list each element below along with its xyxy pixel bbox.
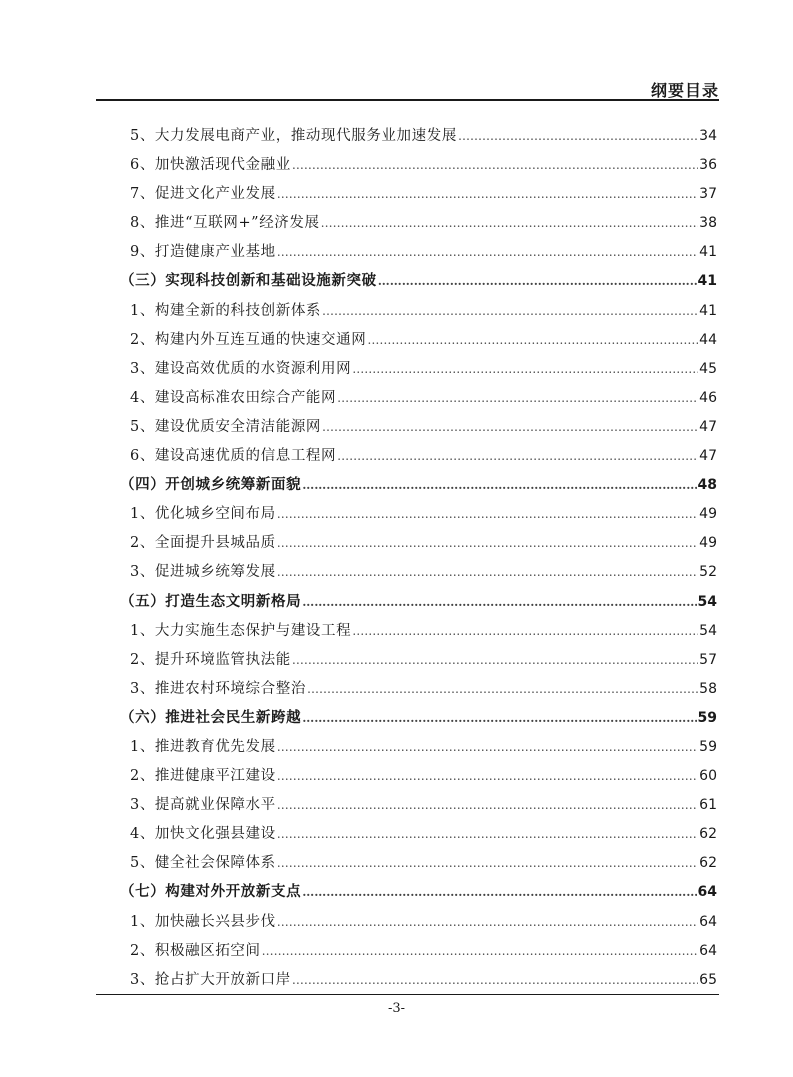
toc-entry[interactable] (130, 648, 717, 677)
toc-entry-label: 3、建设高效优质的水资源利用网 (130, 360, 352, 377)
toc-entry-label: 1、加快融长兴县步伐 (130, 913, 276, 930)
toc-entry-label: 6、建设高速优质的信息工程网 (130, 448, 337, 465)
header-rule (96, 99, 719, 101)
header-title: 纲要目录 (650, 81, 719, 100)
toc-entry-label: 5、建设优质安全清洁能源网 (130, 418, 322, 435)
toc-entry-label: 1、推进教育优先发展 (130, 738, 276, 755)
toc-entry-label: 2、提升环境监管执法能 (130, 651, 291, 668)
toc-entry-label: 2、全面提升县城品质 (130, 535, 276, 552)
toc-entry-page: 59 (699, 738, 717, 755)
toc-dot-leader (277, 536, 698, 550)
toc-entry[interactable] (130, 124, 717, 153)
toc-section-entry[interactable] (120, 706, 717, 735)
toc-entry[interactable] (130, 415, 717, 444)
toc-entry[interactable] (130, 560, 717, 589)
toc-entry[interactable] (130, 793, 717, 822)
toc-dot-leader (277, 187, 698, 201)
toc-dot-leader (307, 682, 698, 696)
toc-dot-leader (378, 274, 697, 288)
toc-entry-label: 3、提高就业保障水平 (130, 797, 276, 814)
toc-entry-page: 36 (699, 157, 717, 174)
toc-entry[interactable] (130, 735, 717, 764)
toc-entry-page: 38 (699, 215, 717, 232)
toc-dot-leader (302, 595, 696, 609)
toc-entry-page: 62 (699, 826, 717, 843)
toc-entry-page: 41 (697, 273, 717, 290)
toc-dot-leader (277, 856, 698, 870)
footer-rule (96, 994, 719, 995)
toc-entry-page: 62 (699, 855, 717, 872)
toc-dot-leader (262, 944, 699, 958)
toc-entry-label: 9、打造健康产业基地 (130, 244, 276, 261)
toc-entry-label: 2、构建内外互连互通的快速交通网 (130, 331, 367, 348)
toc-dot-leader (277, 769, 698, 783)
toc-dot-leader (292, 158, 698, 172)
toc-entry-label: （七）构建对外开放新支点 (120, 883, 302, 901)
table-of-contents (120, 124, 717, 997)
toc-dot-leader (352, 624, 698, 638)
toc-entry-label: （三）实现科技创新和基础设施新突破 (120, 272, 377, 290)
toc-entry-page: 45 (699, 360, 717, 377)
toc-entry-page: 57 (699, 651, 717, 668)
toc-entry-label: 3、抢占扩大开放新口岸 (130, 971, 291, 988)
toc-entry[interactable] (130, 240, 717, 269)
toc-entry-page: 47 (699, 448, 717, 465)
toc-entry-label: （五）打造生态文明新格局 (120, 592, 302, 610)
toc-entry-page: 34 (699, 128, 717, 144)
toc-dot-leader (322, 304, 698, 318)
toc-entry-label: 1、构建全新的科技创新体系 (130, 302, 322, 319)
toc-dot-leader (367, 333, 698, 347)
toc-section-entry[interactable] (120, 590, 717, 619)
toc-entry-page: 64 (699, 942, 717, 959)
toc-entry[interactable] (130, 299, 717, 328)
toc-entry-page: 46 (699, 389, 717, 406)
toc-entry-page: 64 (699, 913, 717, 930)
toc-entry-page: 37 (699, 186, 717, 203)
toc-dot-leader (277, 827, 698, 841)
toc-dot-leader (337, 449, 698, 463)
toc-entry-page: 49 (699, 535, 717, 552)
toc-entry-label: 4、建设高标准农田综合产能网 (130, 389, 337, 406)
toc-section-entry[interactable] (120, 880, 717, 909)
toc-dot-leader (277, 507, 698, 521)
toc-entry[interactable] (130, 444, 717, 473)
toc-dot-leader (277, 798, 698, 812)
toc-entry[interactable] (130, 357, 717, 386)
toc-entry-label: 8、推进“互联网+”经济发展 (130, 215, 320, 232)
toc-dot-leader (277, 565, 698, 579)
toc-entry[interactable] (130, 328, 717, 357)
toc-section-entry[interactable] (120, 473, 717, 502)
toc-entry[interactable] (130, 502, 717, 531)
toc-entry[interactable] (130, 939, 717, 968)
toc-dot-leader (292, 973, 698, 987)
toc-entry-page: 47 (699, 418, 717, 435)
toc-entry[interactable] (130, 910, 717, 939)
toc-entry-label: （四）开创城乡统筹新面貌 (120, 476, 302, 494)
toc-entry-page: 60 (699, 768, 717, 785)
toc-dot-leader (337, 391, 698, 405)
toc-dot-leader (302, 711, 696, 725)
toc-dot-leader (277, 245, 698, 259)
toc-dot-leader (321, 216, 699, 230)
toc-entry-page: 54 (699, 622, 717, 639)
toc-entry[interactable] (130, 677, 717, 706)
toc-entry-page: 61 (699, 797, 717, 814)
toc-entry-label: 2、推进健康平江建设 (130, 768, 276, 785)
toc-dot-leader (458, 129, 698, 143)
toc-dot-leader (352, 362, 698, 376)
toc-entry-label: （六）推进社会民生新跨越 (120, 708, 302, 726)
toc-entry[interactable] (130, 182, 717, 211)
toc-entry-label: 2、积极融区拓空间 (130, 942, 261, 959)
toc-entry[interactable] (130, 153, 717, 182)
toc-entry-label: 5、健全社会保障体系 (130, 855, 276, 872)
toc-dot-leader (302, 885, 696, 899)
toc-entry[interactable] (130, 619, 717, 648)
toc-entry[interactable] (130, 968, 717, 997)
page-number: -3- (387, 1001, 406, 1016)
toc-section-entry[interactable] (120, 269, 717, 298)
toc-entry[interactable] (130, 822, 717, 851)
toc-entry-label: 3、推进农村环境综合整治 (130, 680, 306, 697)
toc-entry-label: 1、优化城乡空间布局 (130, 506, 276, 523)
toc-entry-label: 3、促进城乡统筹发展 (130, 564, 276, 581)
toc-entry-label: 5、大力发展电商产业，推动现代服务业加速发展 (130, 128, 457, 144)
toc-dot-leader (277, 915, 698, 929)
toc-entry[interactable] (130, 764, 717, 793)
toc-dot-leader (277, 740, 698, 754)
toc-entry-label: 4、加快文化强县建设 (130, 826, 276, 843)
toc-entry-page: 44 (699, 331, 717, 348)
toc-entry[interactable] (130, 386, 717, 415)
toc-entry-label: 1、大力实施生态保护与建设工程 (130, 622, 352, 639)
toc-entry[interactable] (130, 211, 717, 240)
toc-entry[interactable] (130, 531, 717, 560)
toc-entry-page: 65 (699, 971, 717, 988)
toc-entry-page: 54 (697, 593, 717, 610)
toc-dot-leader (302, 478, 696, 492)
toc-entry-page: 49 (699, 506, 717, 523)
toc-entry-page: 41 (699, 244, 717, 261)
toc-dot-leader (292, 653, 698, 667)
toc-entry-label: 7、促进文化产业发展 (130, 186, 276, 203)
toc-entry-label: 6、加快激活现代金融业 (130, 157, 291, 174)
toc-entry-page: 52 (699, 564, 717, 581)
toc-dot-leader (322, 420, 698, 434)
toc-entry-page: 64 (697, 884, 717, 901)
toc-entry-page: 59 (697, 709, 717, 726)
toc-entry-page: 58 (699, 680, 717, 697)
toc-entry-page: 48 (697, 477, 717, 494)
toc-entry[interactable] (130, 851, 717, 880)
toc-entry-page: 41 (699, 302, 717, 319)
